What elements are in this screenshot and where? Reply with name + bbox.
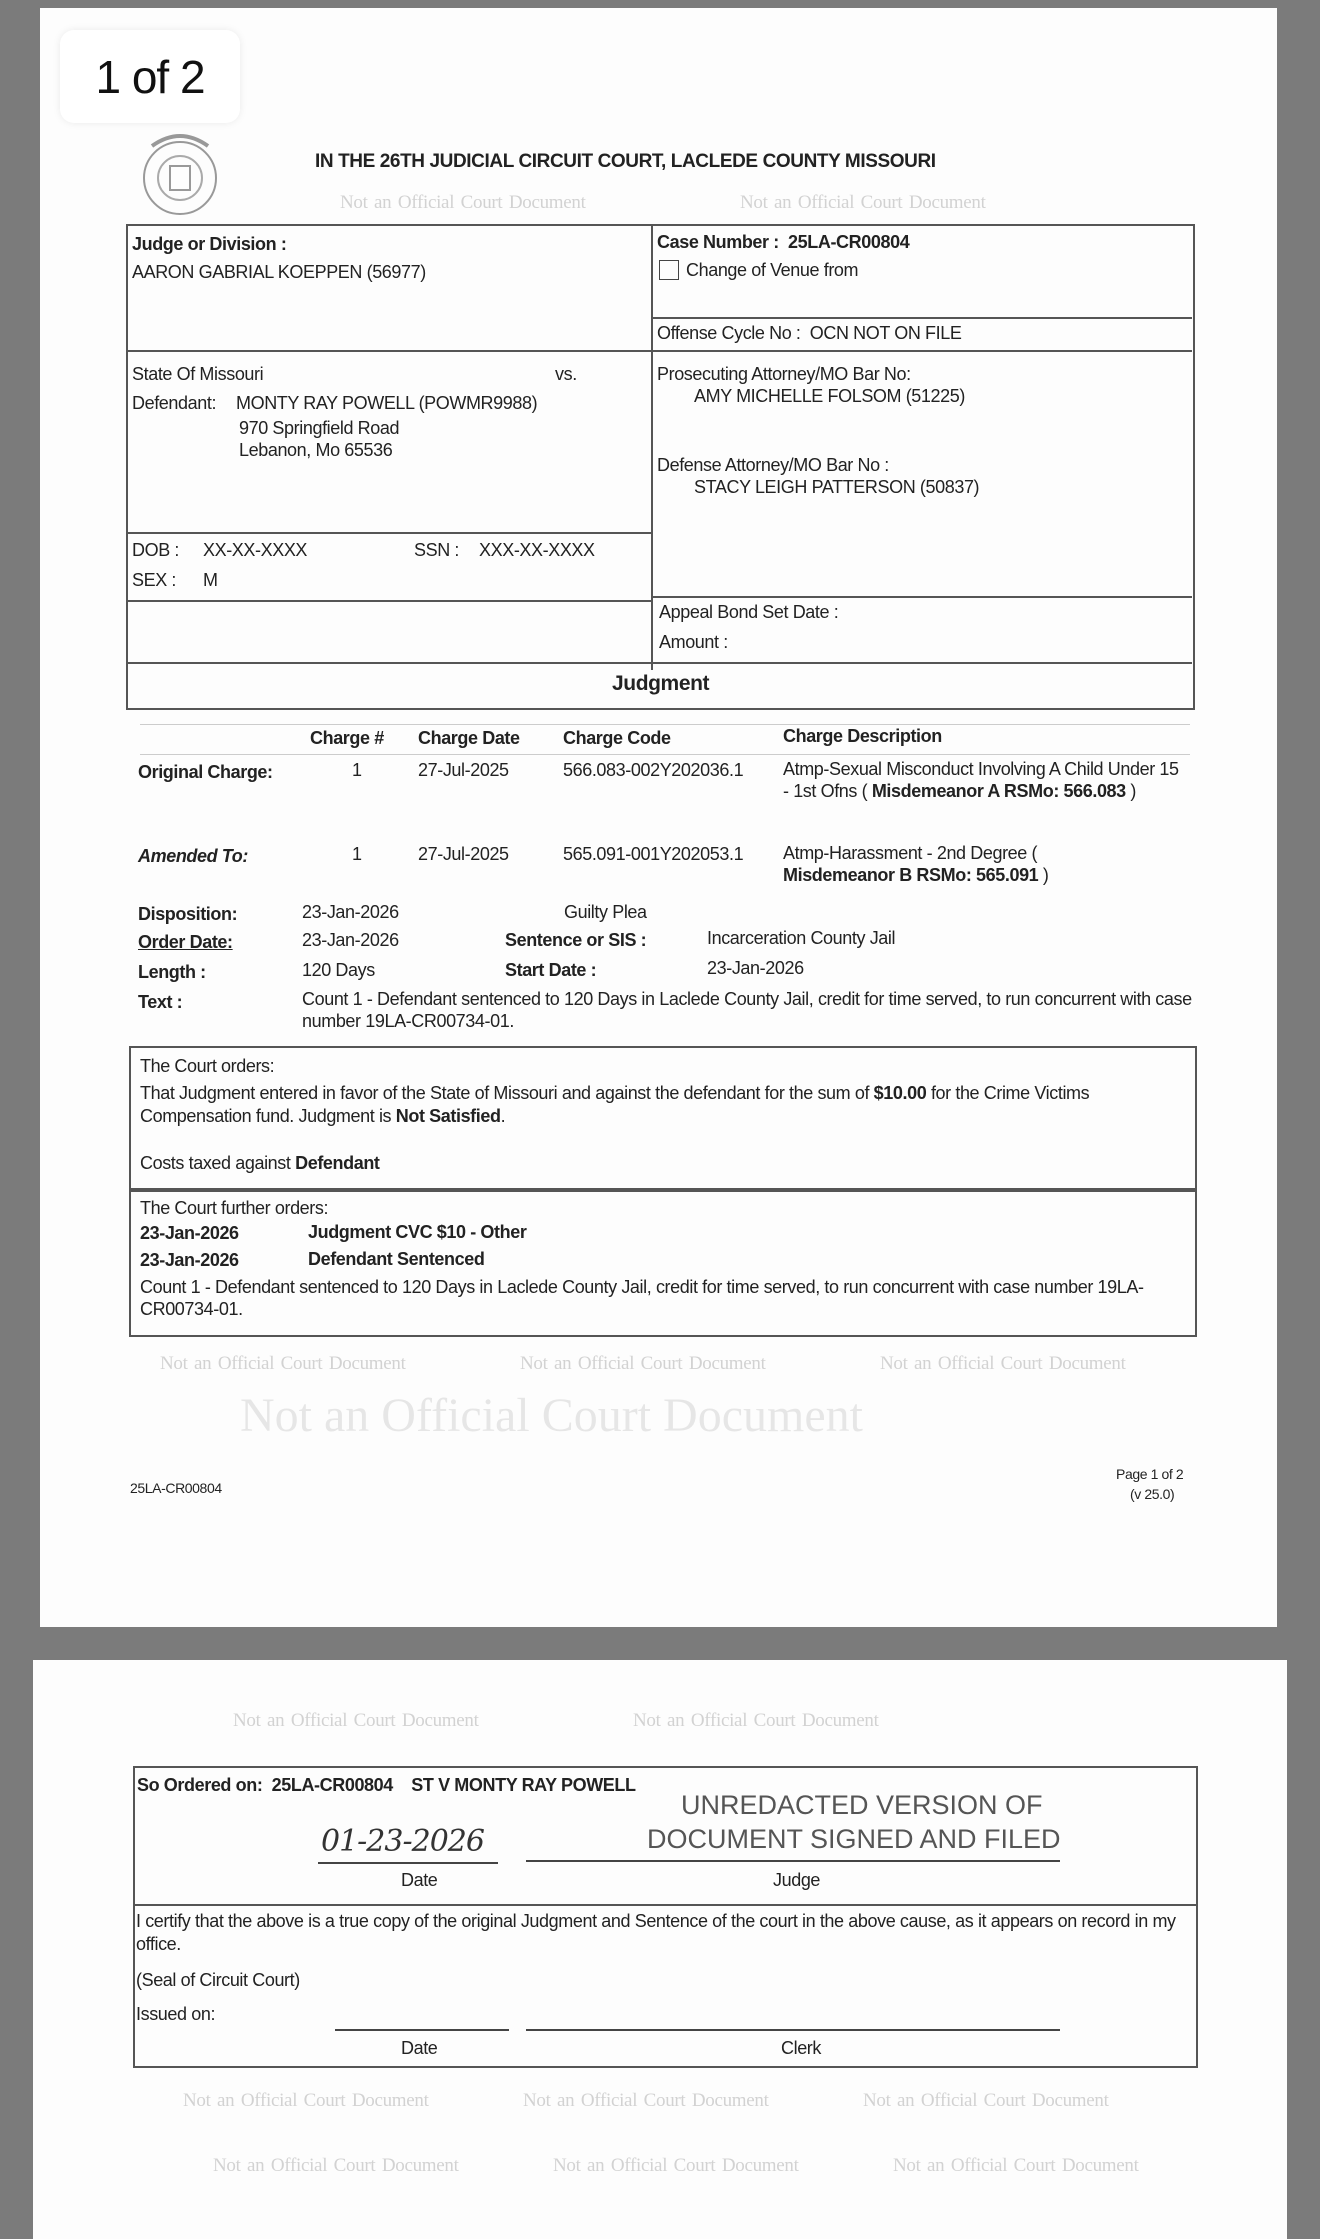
defense-label: Defense Attorney/MO Bar No : xyxy=(657,455,889,475)
footer-case-number: 25LA-CR00804 xyxy=(130,1480,222,1496)
disposition-label: Disposition: xyxy=(138,904,238,924)
footer-page-number: Page 1 of 2 xyxy=(1116,1466,1184,1482)
seal-label: (Seal of Circuit Court) xyxy=(136,1970,300,1990)
judge-label: Judge or Division : xyxy=(132,234,287,254)
page-indicator-badge: 1 of 2 xyxy=(60,30,240,123)
offense-cycle-value: OCN NOT ON FILE xyxy=(809,323,962,343)
handwritten-date: 01-23-2026 xyxy=(321,1824,484,1859)
further-order-date: 23-Jan-2026 xyxy=(140,1223,239,1243)
prosecutor-label: Prosecuting Attorney/MO Bar No: xyxy=(657,364,911,384)
issued-on-label: Issued on: xyxy=(136,2004,216,2024)
so-ordered-line xyxy=(137,1775,636,1796)
charge-number: 1 xyxy=(352,844,362,864)
ssn-value: XXX-XX-XXXX xyxy=(479,540,595,560)
column-divider xyxy=(651,224,653,670)
description-class: Misdemeanor B RSMo: 565.091 xyxy=(783,865,1039,885)
defendant-name: MONTY RAY POWELL (POWMR9988) xyxy=(236,393,538,413)
ssn-label: SSN : xyxy=(414,540,460,560)
watermark: Not an Official Court Document xyxy=(520,1353,766,1374)
watermark: Not an Official Court Document xyxy=(893,2155,1139,2176)
order-text: for the Crime Victims Compensation fund. Judgment is xyxy=(140,1083,1090,1126)
document-page-2 xyxy=(33,1660,1287,2239)
watermark: Not an Official Court Document xyxy=(880,1353,1126,1374)
defendant-address-line1: 970 Springfield Road xyxy=(239,418,400,438)
judge-label: Judge xyxy=(773,1870,821,1890)
charge-code: 566.083-002Y202036.1 xyxy=(563,760,744,780)
judgment-status: Not Satisfied xyxy=(395,1106,501,1126)
further-orders-detail: Count 1 - Defendant sentenced to 120 Days in Laclede County Jail, credit for time served, to run concurrent with case number 19LA-CR00734-01. xyxy=(140,1277,1144,1319)
further-order-text: Judgment CVC $10 - Other xyxy=(308,1222,527,1242)
charge-code: 565.091-001Y202053.1 xyxy=(563,844,744,864)
row-divider xyxy=(140,724,1190,725)
length-label: Length : xyxy=(138,962,206,982)
charge-number: 1 xyxy=(352,760,362,780)
disposition-value: Guilty Plea xyxy=(564,902,647,922)
charge-description-header: Charge Description xyxy=(783,726,942,746)
row-divider xyxy=(126,600,652,602)
text-label: Text : xyxy=(138,992,183,1012)
plaintiff: State Of Missouri xyxy=(132,364,264,384)
charge-row-label: Original Charge: xyxy=(138,762,273,782)
vs-label: vs. xyxy=(555,364,577,384)
missouri-seal-icon xyxy=(132,126,228,222)
row-divider xyxy=(126,350,1192,352)
order-date-label: Order Date: xyxy=(138,932,233,952)
sex-value: M xyxy=(203,570,218,590)
defendant-label: Defendant: xyxy=(132,393,217,413)
row-divider xyxy=(651,596,1192,598)
sex-label: SEX : xyxy=(132,570,177,590)
change-of-venue-label: Change of Venue from xyxy=(686,260,859,280)
watermark: Not an Official Court Document xyxy=(633,1710,879,1731)
case-number-label: Case Number : xyxy=(657,232,779,252)
judge-signature-line xyxy=(526,1860,1060,1862)
so-ordered-case: 25LA-CR00804 xyxy=(271,1775,393,1795)
court-orders-heading: The Court orders: xyxy=(140,1056,275,1076)
amount-label: Amount : xyxy=(659,632,728,652)
further-orders-heading: The Court further orders: xyxy=(140,1198,329,1218)
watermark: Not an Official Court Document xyxy=(553,2155,799,2176)
disposition-date: 23-Jan-2026 xyxy=(302,902,399,922)
judgment-heading: Judgment xyxy=(612,672,710,695)
charge-date-header: Charge Date xyxy=(418,728,520,748)
defendant-address-line2: Lebanon, Mo 65536 xyxy=(239,440,393,460)
watermark-large: Not an Official Court Document xyxy=(240,1389,863,1442)
charge-code-header: Charge Code xyxy=(563,728,671,748)
prosecutor-value: AMY MICHELLE FOLSOM (51225) xyxy=(694,386,965,406)
court-orders-text: That Judgment entered in favor of the State of Missouri and against the defendant for the sum of $10.00 for the Crime Victims Compensation fund. Judgment is Not Satisfied. xyxy=(140,1083,1090,1126)
issued-date-line xyxy=(335,2029,509,2031)
offense-cycle-label: Offense Cycle No : xyxy=(657,323,801,343)
description-class: Misdemeanor A RSMo: 566.083 xyxy=(871,781,1126,801)
so-ordered-label: So Ordered on: xyxy=(137,1775,263,1795)
sentence-value: Incarceration County Jail xyxy=(707,928,896,948)
start-date-value: 23-Jan-2026 xyxy=(707,958,804,978)
charge-date: 27-Jul-2025 xyxy=(418,760,509,780)
document-page-1 xyxy=(40,8,1277,1627)
charge-number-header: Charge # xyxy=(310,728,384,748)
watermark: Not an Official Court Document xyxy=(863,2090,1109,2111)
watermark: Not an Official Court Document xyxy=(160,1353,406,1374)
row-divider xyxy=(126,532,652,534)
certification-text: I certify that the above is a true copy of the original Judgment and Sentence of the court in the above cause, as it appears on record in my office. xyxy=(136,1911,1176,1954)
order-date-value: 23-Jan-2026 xyxy=(302,930,399,950)
costs-label: Costs taxed against xyxy=(140,1153,291,1173)
order-amount: $10.00 xyxy=(873,1083,927,1103)
row-divider xyxy=(651,317,1192,319)
further-order-text: Defendant Sentenced xyxy=(308,1249,485,1269)
row-divider xyxy=(133,1904,1196,1906)
change-of-venue-checkbox[interactable] xyxy=(659,260,679,280)
costs-party: Defendant xyxy=(295,1153,380,1173)
watermark: Not an Official Court Document xyxy=(183,2090,429,2111)
charge-row-label: Amended To: xyxy=(138,846,248,866)
dob-value: XX-XX-XXXX xyxy=(203,540,308,560)
case-number-value: 25LA-CR00804 xyxy=(788,232,910,252)
defense-value: STACY LEIGH PATTERSON (50837) xyxy=(694,477,980,497)
start-date-label: Start Date : xyxy=(505,960,597,980)
clerk-label: Clerk xyxy=(781,2038,822,2058)
description-end: ) xyxy=(1130,781,1136,801)
watermark: Not an Official Court Document xyxy=(213,2155,459,2176)
footer-version: (v 25.0) xyxy=(1130,1486,1175,1502)
watermark: Not an Official Court Document xyxy=(523,2090,769,2111)
description-text: Atmp-Harassment - 2nd Degree ( xyxy=(783,843,1038,863)
costs-text xyxy=(140,1153,380,1174)
charge-date: 27-Jul-2025 xyxy=(418,844,509,864)
further-order-date: 23-Jan-2026 xyxy=(140,1250,239,1270)
length-value: 120 Days xyxy=(302,960,375,980)
court-title: IN THE 26TH JUDICIAL CIRCUIT COURT, LACLEDE COUNTY MISSOURI xyxy=(315,151,936,172)
charge-description xyxy=(783,758,1183,802)
watermark: Not an Official Court Document xyxy=(233,1710,479,1731)
judge-stamp-line1: UNREDACTED VERSION OF xyxy=(681,1790,1043,1820)
judge-value: AARON GABRIAL KOEPPEN (56977) xyxy=(132,262,426,282)
sentence-text: Count 1 - Defendant sentenced to 120 Days in Laclede County Jail, credit for time served, to run concurrent with case number 19LA-CR00734-01. xyxy=(302,989,1192,1031)
appeal-bond-label: Appeal Bond Set Date : xyxy=(659,602,839,622)
clerk-signature-line xyxy=(526,2029,1060,2031)
row-divider xyxy=(126,662,1192,664)
so-ordered-style: ST V MONTY RAY POWELL xyxy=(411,1775,636,1795)
order-text: That Judgment entered in favor of the State of Missouri and against the defendant for the sum of xyxy=(140,1083,870,1103)
dob-label: DOB : xyxy=(132,540,180,560)
description-end: ) xyxy=(1042,865,1049,885)
watermark: Not an Official Court Document xyxy=(340,192,586,213)
charge-description xyxy=(783,842,1113,886)
row-divider xyxy=(140,754,1190,755)
description-text: Atmp-Sexual Misconduct Involving A Child Under 15 - 1st Ofns ( xyxy=(783,759,1179,801)
sentence-label: Sentence or SIS : xyxy=(505,930,647,950)
date-label: Date xyxy=(401,1870,438,1890)
case-number xyxy=(657,232,909,253)
issued-date-label: Date xyxy=(401,2038,438,2058)
watermark: Not an Official Court Document xyxy=(740,192,986,213)
offense-cycle xyxy=(657,323,961,344)
judge-stamp-line2: DOCUMENT SIGNED AND FILED xyxy=(647,1824,1061,1854)
date-signature-line xyxy=(318,1862,498,1864)
